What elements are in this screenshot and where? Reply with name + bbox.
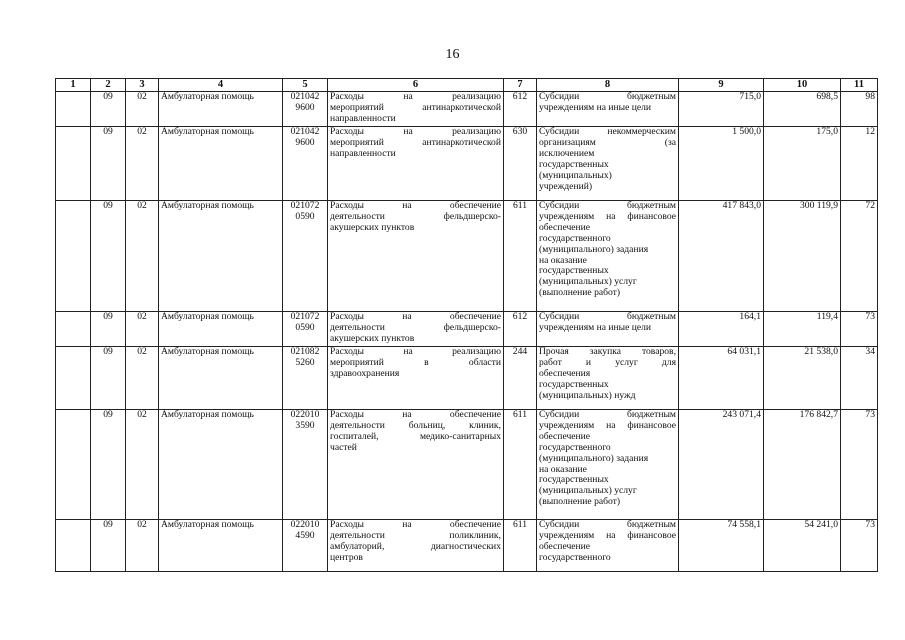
- cell-percent: 12: [841, 127, 878, 201]
- cell-target-article-name-line: акушерских пунктов: [330, 221, 415, 233]
- cell-subsection-name: Амбулаторная помощь: [159, 312, 283, 347]
- cell-expense-type: 630: [504, 127, 537, 201]
- cell-col1: [56, 127, 91, 201]
- cell-subsection: 02: [126, 312, 159, 347]
- cell-plan-amount: 1 500,0: [679, 127, 764, 201]
- column-header-7: 7: [504, 79, 537, 92]
- cell-section: 09: [91, 127, 126, 201]
- column-header-4: 4: [159, 79, 283, 92]
- cell-expense-type-name-line: Субсидии бюджетным: [539, 200, 676, 211]
- cell-expense-type-name-line: учреждениям на иные цели: [539, 321, 652, 333]
- table-row: [56, 410, 878, 520]
- cell-plan-amount: 243 071,4: [679, 410, 764, 520]
- cell-expense-type-name: [537, 312, 679, 347]
- cell-col1: [56, 347, 91, 410]
- cell-target-article-name: [328, 520, 504, 572]
- cell-plan-amount: 64 031,1: [679, 347, 764, 410]
- cell-target-article: 022010 4590: [283, 520, 328, 572]
- cell-target-article-name-line: Расходы на реализацию: [330, 91, 501, 102]
- cell-subsection: 02: [126, 410, 159, 520]
- cell-target-article-name: [328, 312, 504, 347]
- cell-expense-type-name-line: обеспечение государственного (муниципального) задания на оказание государственных (муниципальных) услуг (выполнение работ): [539, 430, 649, 508]
- column-header-3: 3: [126, 79, 159, 92]
- cell-expense-type-name-line: Прочая закупка товаров,: [539, 346, 676, 357]
- cell-section: 09: [91, 410, 126, 520]
- cell-plan-amount: 164,1: [679, 312, 764, 347]
- cell-target-article-name: [328, 127, 504, 201]
- column-header-1: 1: [56, 79, 91, 92]
- cell-expense-type-name-line: исключением государственных (муниципальных) учреждений): [539, 147, 612, 192]
- column-header-9: 9: [679, 79, 764, 92]
- column-header-8: 8: [537, 79, 679, 92]
- cell-subsection-name: Амбулаторная помощь: [159, 410, 283, 520]
- cell-expense-type-name-line: учреждениям на финансовое: [539, 529, 676, 541]
- cell-target-article: 021042 9600: [283, 127, 328, 201]
- header-row: [56, 79, 878, 92]
- cell-expense-type-name-line: организациям (за: [539, 136, 676, 148]
- cell-plan-amount: 417 843,0: [679, 201, 764, 312]
- cell-actual-amount: 54 241,0: [764, 520, 841, 572]
- cell-actual-amount: 698,5: [764, 92, 841, 127]
- cell-actual-amount: 175,0: [764, 127, 841, 201]
- table-row: [56, 520, 878, 572]
- cell-target-article: 021042 9600: [283, 92, 328, 127]
- cell-subsection: 02: [126, 347, 159, 410]
- cell-col1: [56, 312, 91, 347]
- cell-subsection: 02: [126, 201, 159, 312]
- cell-percent: 98: [841, 92, 878, 127]
- table-row: [56, 127, 878, 201]
- cell-target-article-name-line: акушерских пунктов: [330, 332, 415, 344]
- cell-target-article-name-line: Расходы на обеспечение: [330, 311, 501, 322]
- cell-target-article-name-line: деятельности больниц, клиник,: [330, 419, 501, 431]
- column-header-5: 5: [283, 79, 328, 92]
- cell-expense-type-name: [537, 410, 679, 520]
- cell-target-article-name-line: Расходы на обеспечение: [330, 409, 501, 420]
- cell-subsection: 02: [126, 520, 159, 572]
- cell-expense-type: 612: [504, 312, 537, 347]
- cell-section: 09: [91, 520, 126, 572]
- cell-target-article-name-line: Расходы на реализацию: [330, 346, 501, 357]
- cell-target-article-name-line: центров: [330, 551, 363, 563]
- cell-expense-type-name-line: Субсидии бюджетным: [539, 311, 676, 322]
- budget-table: [55, 78, 878, 572]
- cell-actual-amount: 300 119,9: [764, 201, 841, 312]
- cell-target-article-name-line: деятельности поликлиник,: [330, 529, 501, 541]
- cell-col1: [56, 92, 91, 127]
- cell-target-article-name-line: мероприятий антинаркотической: [330, 101, 501, 113]
- cell-target-article-name: [328, 201, 504, 312]
- cell-actual-amount: 21 538,0: [764, 347, 841, 410]
- table-row: [56, 92, 878, 127]
- cell-target-article-name-line: направленности: [330, 147, 396, 159]
- cell-target-article: 021072 0590: [283, 201, 328, 312]
- cell-expense-type-name-line: Субсидии некоммерческим: [539, 126, 676, 137]
- cell-subsection-name: Амбулаторная помощь: [159, 520, 283, 572]
- page-number: 16: [445, 47, 460, 62]
- cell-expense-type-name: [537, 347, 679, 410]
- cell-expense-type-name-line: Субсидии бюджетным: [539, 519, 676, 530]
- cell-subsection-name: Амбулаторная помощь: [159, 201, 283, 312]
- cell-col1: [56, 520, 91, 572]
- cell-expense-type-name: [537, 201, 679, 312]
- cell-plan-amount: 715,0: [679, 92, 764, 127]
- cell-target-article-name: [328, 92, 504, 127]
- cell-target-article-name-line: Расходы на обеспечение: [330, 200, 501, 211]
- table-body: [56, 92, 878, 572]
- cell-target-article-name-line: амбулаторий, диагностических: [330, 540, 501, 552]
- cell-target-article-name-line: Расходы на обеспечение: [330, 519, 501, 530]
- cell-expense-type-name-line: учреждениям на иные цели: [539, 101, 652, 113]
- cell-target-article-name: [328, 347, 504, 410]
- cell-target-article-name-line: госпиталей, медико-санитарных: [330, 430, 501, 442]
- cell-subsection-name: Амбулаторная помощь: [159, 347, 283, 410]
- cell-target-article-name: [328, 410, 504, 520]
- cell-expense-type-name-line: учреждениям на финансовое: [539, 210, 676, 222]
- cell-target-article: 021072 0590: [283, 312, 328, 347]
- cell-percent: 73: [841, 410, 878, 520]
- cell-target-article-name-line: Расходы на реализацию: [330, 126, 501, 137]
- cell-target-article-name-line: деятельности фельдшерско-: [330, 321, 501, 333]
- cell-subsection-name: Амбулаторная помощь: [159, 127, 283, 201]
- cell-expense-type-name: [537, 92, 679, 127]
- cell-target-article-name-line: частей: [330, 441, 357, 453]
- cell-subsection: 02: [126, 127, 159, 201]
- cell-expense-type-name-line: обеспечение государственного: [539, 540, 611, 563]
- column-header-10: 10: [764, 79, 841, 92]
- column-header-11: 11: [841, 79, 878, 92]
- column-header-6: 6: [328, 79, 504, 92]
- cell-percent: 73: [841, 520, 878, 572]
- cell-expense-type-name-line: работ и услуг для: [539, 356, 676, 368]
- cell-actual-amount: 119,4: [764, 312, 841, 347]
- cell-section: 09: [91, 347, 126, 410]
- cell-subsection-name: Амбулаторная помощь: [159, 92, 283, 127]
- cell-expense-type-name-line: обеспечения государственных (муниципальных) нужд: [539, 367, 636, 401]
- cell-percent: 72: [841, 201, 878, 312]
- cell-expense-type: 611: [504, 201, 537, 312]
- cell-expense-type-name-line: учреждениям на финансовое: [539, 419, 676, 431]
- cell-expense-type-name: [537, 127, 679, 201]
- cell-section: 09: [91, 201, 126, 312]
- cell-expense-type-name-line: Субсидии бюджетным: [539, 91, 676, 102]
- table-row: [56, 347, 878, 410]
- table-row: [56, 201, 878, 312]
- cell-expense-type-name-line: обеспечение государственного (муниципального) задания на оказание государственных (муниципальных) услуг (выполнение работ): [539, 221, 649, 299]
- cell-expense-type-name-line: Субсидии бюджетным: [539, 409, 676, 420]
- cell-target-article-name-line: деятельности фельдшерско-: [330, 210, 501, 222]
- cell-subsection: 02: [126, 92, 159, 127]
- cell-target-article: 021082 5260: [283, 347, 328, 410]
- column-header-2: 2: [91, 79, 126, 92]
- cell-target-article-name-line: мероприятий антинаркотической: [330, 136, 501, 148]
- cell-expense-type: 244: [504, 347, 537, 410]
- cell-target-article-name-line: здравоохранения: [330, 367, 400, 379]
- cell-target-article-name-line: направленности: [330, 112, 396, 124]
- cell-expense-type: 611: [504, 520, 537, 572]
- cell-plan-amount: 74 558,1: [679, 520, 764, 572]
- table-row: [56, 312, 878, 347]
- cell-target-article-name-line: мероприятий в области: [330, 356, 501, 368]
- cell-percent: 73: [841, 312, 878, 347]
- cell-expense-type-name: [537, 520, 679, 572]
- cell-expense-type: 611: [504, 410, 537, 520]
- cell-target-article: 022010 3590: [283, 410, 328, 520]
- cell-section: 09: [91, 312, 126, 347]
- cell-actual-amount: 176 842,7: [764, 410, 841, 520]
- cell-expense-type: 612: [504, 92, 537, 127]
- cell-section: 09: [91, 92, 126, 127]
- cell-percent: 34: [841, 347, 878, 410]
- cell-col1: [56, 201, 91, 312]
- cell-col1: [56, 410, 91, 520]
